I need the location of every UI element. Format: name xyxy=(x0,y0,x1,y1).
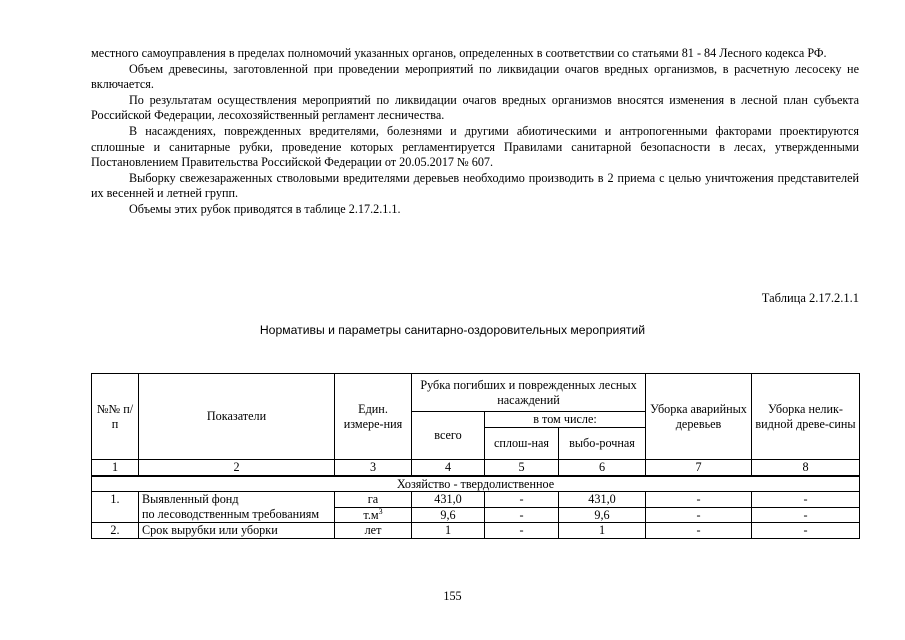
header-total: всего xyxy=(412,412,485,460)
header-illiquid: Уборка нелик-видной древе-сины xyxy=(752,374,860,460)
column-number: 3 xyxy=(335,460,412,476)
row-total: 1 xyxy=(412,523,485,539)
header-felling-group: Рубка погибших и поврежденных лесных насаждений xyxy=(412,374,646,412)
header-unit: Един. измере-ния xyxy=(335,374,412,460)
paragraph: Выборку свежезараженных стволовыми вредителями деревьев необходимо производить в 2 приема с целью уничтожения представителей их весенней и летней групп. xyxy=(91,170,859,201)
row-illiquid: - xyxy=(752,507,860,523)
row-selective: 9,6 xyxy=(559,507,646,523)
row-illiquid: - xyxy=(752,523,860,539)
paragraph: Объемы этих рубок приводятся в таблице 2.17.2.1.1. xyxy=(129,201,401,216)
row-clear: - xyxy=(485,492,559,508)
body-text xyxy=(91,46,859,218)
header-selective: выбо-рочная xyxy=(559,428,646,460)
row-emergency: - xyxy=(646,492,752,508)
column-numbers-row xyxy=(92,460,860,476)
row-unit: га xyxy=(335,492,412,508)
paragraph: местного самоуправления в пределах полномочий указанных органов, определенных в соответствии со статьями 81 - 84 Лесного кодекса РФ. xyxy=(91,46,827,60)
header-clear: сплош-ная xyxy=(485,428,559,460)
table-row xyxy=(92,507,860,523)
row-emergency: - xyxy=(646,523,752,539)
section-title: Хозяйство - твердолиственное xyxy=(92,476,860,492)
row-selective: 431,0 xyxy=(559,492,646,508)
table-reference: Таблица 2.17.2.1.1 xyxy=(761,291,859,305)
column-number: 4 xyxy=(412,460,485,476)
unit-text: т.м xyxy=(363,507,379,522)
header-including: в том числе: xyxy=(485,412,646,428)
column-number: 6 xyxy=(559,460,646,476)
header-emergency: Уборка аварийных деревьев xyxy=(646,374,752,460)
row-unit: лет xyxy=(335,523,412,539)
page-number: 155 xyxy=(443,589,462,603)
row-clear: - xyxy=(485,523,559,539)
table-title: Нормативы и параметры санитарно-оздоровительных мероприятий xyxy=(259,323,646,337)
row-selective: 1 xyxy=(559,523,646,539)
row-indicator: Срок вырубки или уборки xyxy=(139,523,335,539)
row-num: 1. xyxy=(92,492,139,523)
table-row xyxy=(92,492,860,508)
column-number: 8 xyxy=(752,460,860,476)
column-number: 7 xyxy=(646,460,752,476)
paragraph: В насаждениях, поврежденных вредителями, болезнями и другими абиотическими и антропогенными факторами проектируются сплошные и санитарные рубки, проведение которых регламентируется Правилами санитарной безопасности в лесах, утвержденными Постановлением Правительства Российской Федерации от 20.05.2017 № 607. xyxy=(91,123,859,170)
row-num: 2. xyxy=(92,523,139,539)
column-number: 1 xyxy=(92,460,139,476)
row-total: 9,6 xyxy=(412,507,485,523)
row-indicator: по лесоводственным требованиям xyxy=(139,507,335,523)
row-indicator: Выявленный фонд xyxy=(139,492,335,508)
paragraph: Объем древесины, заготовленной при проведении мероприятий по ликвидации очагов вредных организмов, в расчетную лесосеку не включается. xyxy=(91,61,859,92)
norms-table xyxy=(91,373,860,539)
column-number: 2 xyxy=(139,460,335,476)
section-row xyxy=(92,476,860,492)
header-num: №№ п/п xyxy=(92,374,139,460)
paragraph: По результатам осуществления мероприятий по ликвидации очагов вредных организмов вносятся изменения в лесной план субъекта Российской Федерации, лесохозяйственный регламент лесничества. xyxy=(91,92,859,123)
row-total: 431,0 xyxy=(412,492,485,508)
row-emergency: - xyxy=(646,507,752,523)
unit-superscript: 3 xyxy=(378,506,383,516)
row-clear: - xyxy=(485,507,559,523)
row-unit xyxy=(335,507,412,523)
column-number: 5 xyxy=(485,460,559,476)
header-indicators: Показатели xyxy=(139,374,335,460)
row-illiquid: - xyxy=(752,492,860,508)
table-row xyxy=(92,523,860,539)
